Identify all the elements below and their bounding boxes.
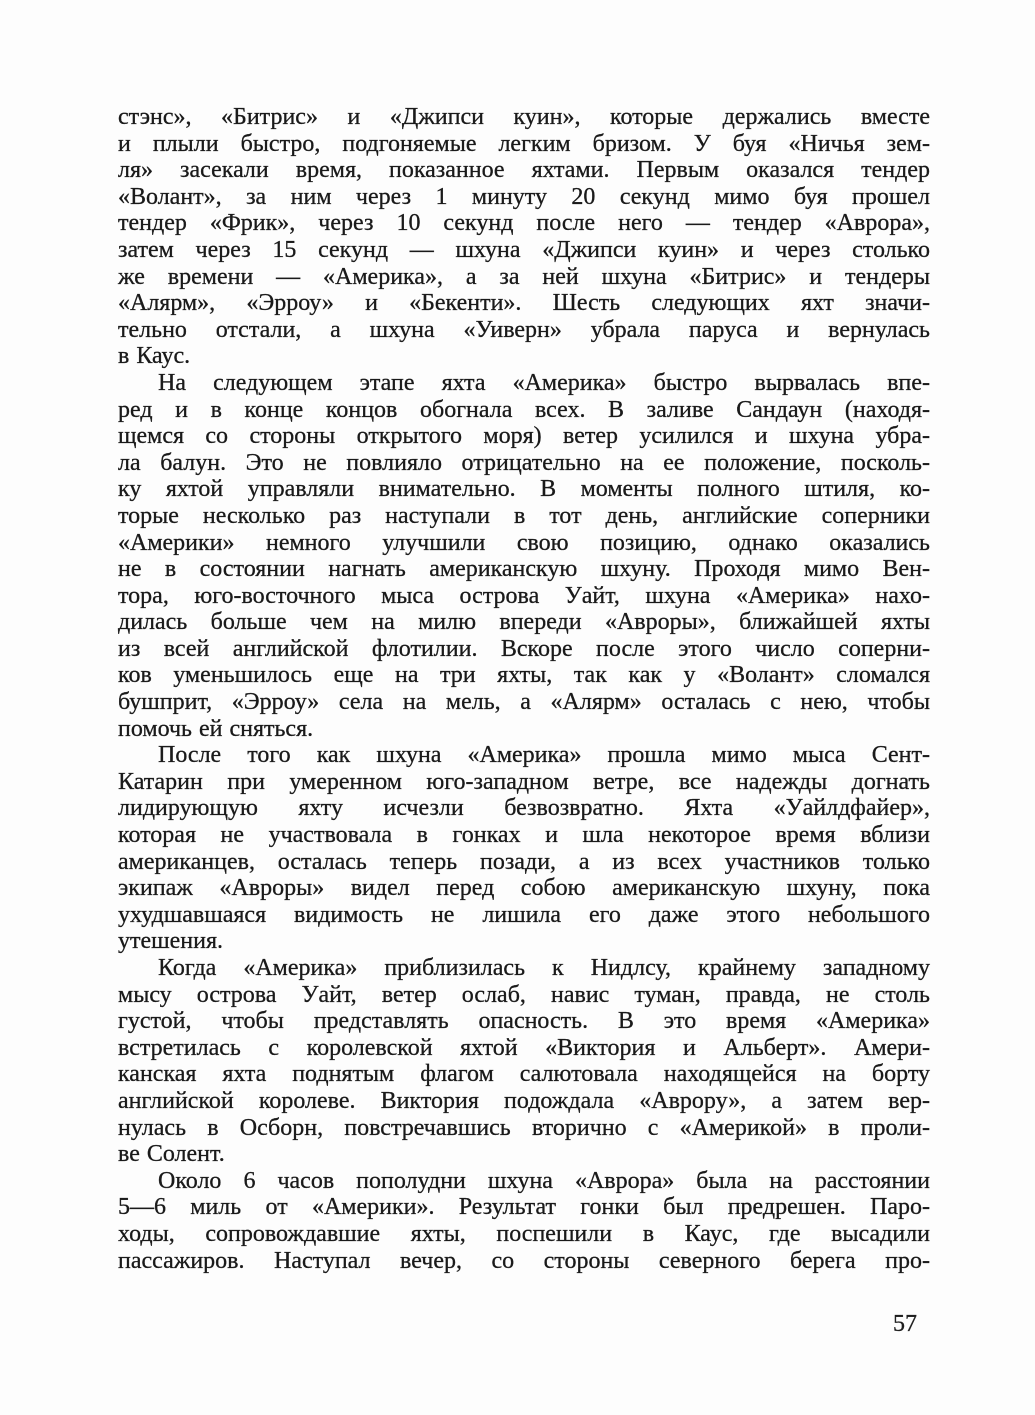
text-line: американцев, осталась теперь позади, а из всех участников только (118, 848, 930, 875)
text-line: щемся со стороны открытого моря) ветер усилился и шхуна убра- (118, 423, 930, 450)
text-line: Катарин при умеренном юго-западном ветре, все надежды догнать (118, 768, 930, 795)
text-line: тендер «Фрик», через 10 секунд после него — тендер «Аврора», (118, 210, 930, 237)
text-line: пассажиров. Наступал вечер, со стороны северного берега про- (118, 1247, 930, 1274)
text-line: На следующем этапе яхта «Америка» быстро вырвалась впе- (158, 369, 930, 396)
text-line: Когда «Америка» приблизилась к Нидлсу, крайнему западному (158, 955, 930, 981)
text-line: бушприт, «Эрроу» села на мель, а «Алярм» осталась с нею, чтобы (118, 689, 930, 716)
text-line: ухудшавшаяся видимость не лишила его даже этого небольшого (118, 901, 930, 928)
text-line: же времени — «Америка», а за ней шхуна «Битрис» и тендеры (118, 263, 930, 290)
text-line: нулась в Осборн, повстречавшись вторично с «Америкой» в проли- (118, 1114, 930, 1141)
text-line: ве Солент. (118, 1141, 225, 1168)
text-line: «Америки» немного улучшили свою позицию, однако оказались (118, 529, 930, 556)
page-number: 57 (893, 1311, 917, 1337)
text-line: которая не участвовала в гонках и шла некоторое время вблизи (118, 822, 930, 849)
text-line: дилась больше чем на милю впереди «Авроры», ближайшей яхты (118, 609, 930, 636)
text-line: мысу острова Уайт, ветер ослаб, навис туман, правда, не столь (118, 981, 930, 1008)
text-line: стэнс», «Битрис» и «Джипси куин», которые держались вместе (118, 104, 930, 130)
text-line: не в состоянии нагнать американскую шхуну. Проходя мимо Вен- (118, 556, 930, 583)
text-line: тельно отстали, а шхуна «Уиверн» убрала паруса и вернулась (118, 316, 930, 343)
text-line: и плыли быстро, подгоняемые легким бризом. У буя «Ничья зем- (118, 130, 930, 157)
body-text (118, 104, 930, 1274)
text-line: лидирующую яхту исчезли безвозвратно. Яхта «Уайлдфайер», (118, 795, 930, 822)
text-line: густой, чтобы представлять опасность. В это время «Америка» (118, 1008, 930, 1035)
text-line: помочь ей сняться. (118, 715, 314, 742)
text-line: Около 6 часов пополудни шхуна «Аврора» была на расстоянии (158, 1167, 930, 1194)
text-line: ля» засекали время, показанное яхтами. Первым оказался тендер (118, 157, 930, 184)
text-line: из всей английской флотилии. Вскоре после этого число соперни- (118, 635, 930, 662)
text-line: «Волант», за ним через 1 минуту 20 секунд мимо буя прошел (118, 183, 930, 210)
text-line: 5—6 миль от «Америки». Результат гонки был предрешен. Паро- (118, 1194, 930, 1221)
text-line: «Алярм», «Эрроу» и «Бекенти». Шесть следующих яхт значи- (118, 290, 930, 317)
text-line: утешения. (118, 928, 223, 955)
text-line: ходы, сопровождавшие яхты, поспешили в Каус, где высадили (118, 1220, 930, 1247)
text-line: английской королеве. Виктория подождала «Аврору», а затем вер- (118, 1087, 930, 1114)
text-line: ла балун. Это не повлияло отрицательно на ее положение, посколь- (118, 449, 930, 476)
text-line: После того как шхуна «Америка» прошла мимо мыса Сент- (158, 742, 930, 769)
text-line: ков уменьшилось еще на три яхты, так как у «Волант» сломался (118, 662, 930, 689)
text-line: встретилась с королевской яхтой «Виктория и Альберт». Амери- (118, 1034, 930, 1061)
text-line: затем через 15 секунд — шхуна «Джипси куин» и через столько (118, 236, 930, 263)
text-line: тора, юго-восточного мыса острова Уайт, шхуна «Америка» нахо- (118, 582, 930, 609)
text-line: ку яхтой управляли внимательно. В моменты полного штиля, ко- (118, 476, 930, 503)
text-line: канская яхта поднятым флагом салютовала находящейся на борту (118, 1061, 930, 1088)
text-line: экипаж «Авроры» видел перед собою американскую шхуну, пока (118, 875, 930, 902)
text-line: в Каус. (118, 343, 191, 370)
text-line: ред и в конце концов обогнала всех. В заливе Сандаун (находя- (118, 396, 930, 423)
text-line: торые несколько раз наступали в тот день, английские соперники (118, 502, 930, 529)
